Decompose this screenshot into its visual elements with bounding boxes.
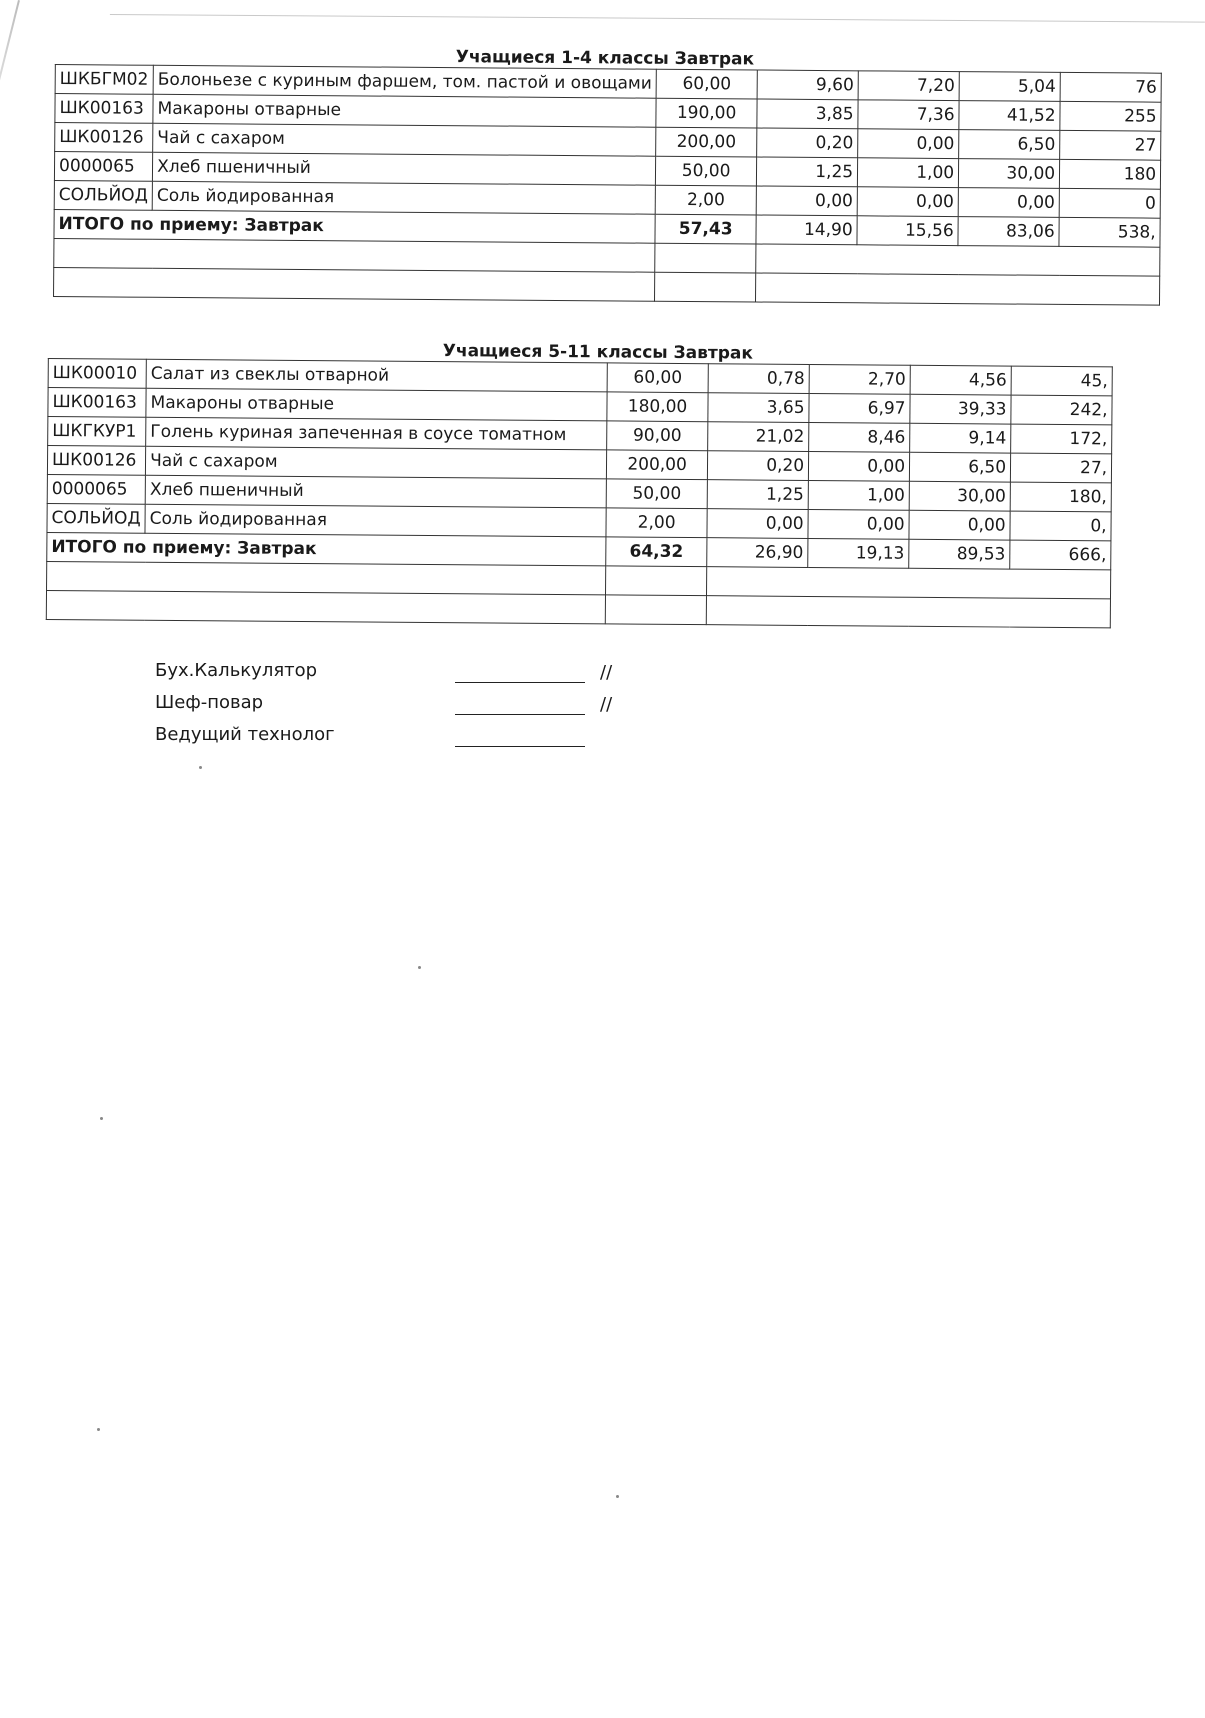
empty-cell — [655, 243, 756, 273]
item-qty: 200,00 — [656, 127, 757, 157]
item-value-3: 6,50 — [909, 452, 1010, 482]
item-value-1: 0,20 — [757, 128, 858, 158]
empty-cell — [606, 566, 707, 596]
item-value-2: 1,00 — [808, 480, 909, 510]
empty-cell — [46, 590, 605, 623]
total-qty: 64,32 — [606, 537, 707, 567]
item-value-3: 30,00 — [959, 159, 1060, 189]
empty-cell — [756, 244, 1160, 276]
item-value-4: 76 — [1060, 72, 1161, 102]
item-name: Чай с сахаром — [153, 123, 656, 156]
total-value-3: 89,53 — [909, 539, 1010, 569]
item-value-2: 8,46 — [809, 422, 910, 452]
empty-cell — [756, 273, 1160, 305]
item-name: Соль йодированная — [152, 181, 655, 214]
item-value-1: 1,25 — [707, 480, 808, 510]
item-value-2: 0,00 — [858, 129, 959, 159]
item-name: Соль йодированная — [145, 504, 606, 537]
item-value-2: 0,00 — [808, 509, 909, 539]
empty-cell — [54, 238, 655, 272]
item-name: Болоньезе с куриным фаршем, том. пастой и овощами — [153, 65, 656, 98]
item-value-3: 0,00 — [909, 510, 1010, 540]
empty-cell — [54, 267, 655, 301]
signature-line — [455, 714, 585, 715]
scan-speck — [97, 1428, 100, 1431]
item-code: ШК00010 — [48, 359, 146, 389]
signature-row — [155, 692, 655, 724]
scan-speck — [199, 766, 202, 769]
item-value-1: 3,65 — [708, 393, 809, 423]
item-code: ШК00163 — [48, 388, 146, 418]
item-value-4: 27, — [1010, 453, 1111, 483]
item-value-4: 255 — [1060, 101, 1161, 131]
empty-cell — [605, 595, 706, 625]
empty-cell — [655, 272, 756, 302]
item-name: Макароны отварные — [146, 388, 607, 421]
item-value-4: 180 — [1060, 159, 1161, 189]
item-value-4: 242, — [1011, 395, 1112, 425]
total-qty: 57,43 — [655, 214, 756, 244]
empty-cell — [706, 596, 1110, 628]
item-code: 0000065 — [54, 152, 152, 182]
item-qty: 60,00 — [607, 363, 708, 393]
item-code: ШКГКУР1 — [48, 417, 146, 447]
total-label: ИТОГО по приему: Завтрак — [54, 209, 655, 243]
scan-speck — [616, 1495, 619, 1498]
signature-role: Бух.Калькулятор — [155, 660, 318, 681]
item-value-2: 1,00 — [858, 158, 959, 188]
item-qty: 2,00 — [655, 185, 756, 215]
item-qty: 180,00 — [607, 392, 708, 422]
total-value-2: 15,56 — [857, 216, 958, 246]
signature-row — [155, 660, 655, 692]
item-code: ШК00163 — [55, 94, 153, 124]
item-code: ШКБГМ02 — [55, 65, 153, 95]
item-name: Голень куриная запеченная в соусе томатном — [146, 417, 607, 450]
item-code: ШК00126 — [47, 446, 145, 476]
signature-role: Шеф-повар — [155, 692, 264, 713]
menu-table — [53, 64, 1162, 306]
item-value-4: 180, — [1010, 482, 1111, 512]
section-title: Учащиеся 1-4 классы Завтрак — [455, 47, 755, 70]
signature-line — [455, 746, 585, 747]
section-title: Учащиеся 5-11 классы Завтрак — [442, 341, 754, 364]
item-value-3: 41,52 — [959, 101, 1060, 131]
total-value-1: 14,90 — [756, 215, 857, 245]
item-qty: 50,00 — [606, 479, 707, 509]
item-qty: 190,00 — [656, 98, 757, 128]
signature-row — [155, 724, 655, 756]
item-value-3: 9,14 — [910, 423, 1011, 453]
item-value-1: 0,78 — [708, 364, 809, 394]
item-qty: 60,00 — [656, 69, 757, 99]
item-value-4: 27 — [1060, 130, 1161, 160]
menu-section-grades-1-4 — [53, 44, 1162, 306]
item-value-2: 0,00 — [857, 187, 958, 217]
empty-cell — [707, 567, 1111, 599]
signature-block — [155, 660, 655, 756]
scan-speck — [100, 1117, 103, 1120]
item-code: 0000065 — [47, 474, 145, 504]
item-value-1: 0,00 — [707, 509, 808, 539]
scan-speck — [418, 966, 421, 969]
item-value-2: 7,20 — [858, 71, 959, 101]
item-name: Хлеб пшеничный — [145, 475, 606, 508]
total-value-4: 666, — [1010, 540, 1111, 570]
signature-mark: // — [600, 694, 613, 715]
item-value-1: 0,20 — [707, 451, 808, 481]
item-value-4: 45, — [1011, 366, 1112, 396]
total-value-3: 83,06 — [958, 217, 1059, 247]
item-value-2: 6,97 — [809, 393, 910, 423]
total-value-4: 538, — [1059, 217, 1160, 247]
item-qty: 2,00 — [606, 508, 707, 538]
signature-mark: // — [600, 662, 613, 683]
total-label: ИТОГО по приему: Завтрак — [47, 532, 606, 565]
item-code: ШК00126 — [55, 123, 153, 153]
menu-section-grades-5-11 — [46, 338, 1113, 628]
paper-left-edge — [0, 0, 20, 165]
item-value-1: 0,00 — [756, 186, 857, 216]
item-value-2: 0,00 — [808, 451, 909, 481]
item-value-4: 0 — [1059, 188, 1160, 218]
item-name: Чай с сахаром — [146, 446, 607, 479]
menu-table — [46, 358, 1113, 628]
item-value-3: 39,33 — [910, 394, 1011, 424]
empty-cell — [47, 561, 606, 594]
item-code: СОЛЬЙОД — [47, 503, 145, 533]
item-value-4: 0, — [1010, 511, 1111, 541]
item-value-2: 2,70 — [809, 364, 910, 394]
item-value-4: 172, — [1011, 424, 1112, 454]
item-name: Салат из свеклы отварной — [146, 359, 607, 392]
item-value-3: 4,56 — [910, 365, 1011, 395]
item-qty: 50,00 — [656, 156, 757, 186]
item-value-1: 9,60 — [757, 70, 858, 100]
item-value-1: 1,25 — [757, 157, 858, 187]
item-value-3: 30,00 — [909, 481, 1010, 511]
signature-line — [455, 682, 585, 683]
item-value-2: 7,36 — [858, 100, 959, 130]
item-value-1: 21,02 — [708, 422, 809, 452]
signature-role: Ведущий технолог — [155, 724, 335, 745]
item-qty: 90,00 — [607, 421, 708, 451]
total-value-2: 19,13 — [808, 538, 909, 568]
item-value-3: 0,00 — [958, 188, 1059, 218]
item-name: Макароны отварные — [153, 94, 656, 127]
item-value-1: 3,85 — [757, 99, 858, 129]
item-value-3: 6,50 — [959, 130, 1060, 160]
item-qty: 200,00 — [606, 450, 707, 480]
item-value-3: 5,04 — [959, 72, 1060, 102]
paper-top-edge — [110, 0, 1205, 23]
item-name: Хлеб пшеничный — [153, 152, 656, 185]
total-value-1: 26,90 — [707, 538, 808, 568]
item-code: СОЛЬЙОД — [54, 180, 152, 210]
